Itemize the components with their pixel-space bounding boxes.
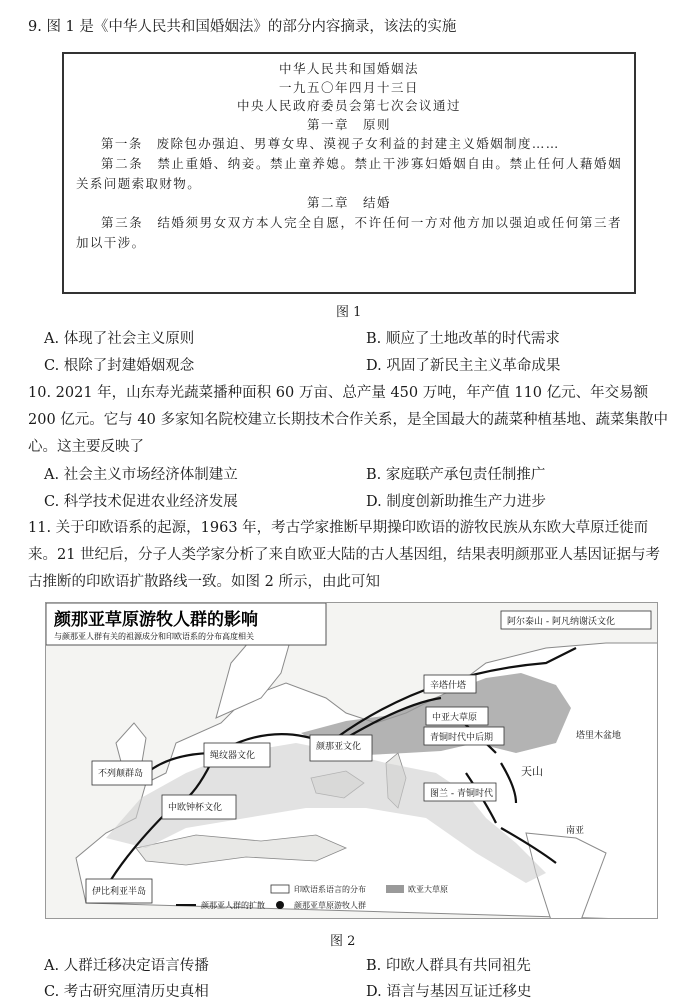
law-chapter-2: 第二章 结婚 xyxy=(306,195,391,210)
q10-option-a[interactable]: A. 社会主义市场经济体制建立 xyxy=(44,467,238,483)
map-svg xyxy=(46,603,658,919)
legend-swatch-yamnaya xyxy=(276,901,284,909)
map-subtitle: 与颜那亚人群有关的祖源成分和印欧语系的分布高度相关 xyxy=(54,632,254,641)
law-article-2: 第二条 禁止重婚、纳妾。禁止童养媳。禁止干涉寡妇婚姻自由。禁止任何人藉婚姻关系问题索取财物。 xyxy=(76,156,622,191)
label-afanasievo: 阿尔泰山 - 阿凡纳谢沃文化 xyxy=(507,617,615,627)
legend-yamnaya: 颜那亚草原游牧人群 xyxy=(294,901,366,910)
q11-option-d[interactable]: D. 语言与基因互证迁移史 xyxy=(366,984,532,1000)
q11-option-a[interactable]: A. 人群迁移决定语言传播 xyxy=(44,958,209,974)
law-date: 一九五〇年四月十三日 xyxy=(278,79,419,95)
q11-option-c[interactable]: C. 考古研究厘清历史真相 xyxy=(44,984,209,1000)
label-south-asia: 南亚 xyxy=(566,826,585,836)
label-central: 中欧钟杯文化 xyxy=(168,803,223,813)
marriage-law-excerpt-box xyxy=(62,52,636,294)
q9-option-d[interactable]: D. 巩固了新民主主义革命成果 xyxy=(366,358,561,374)
q11-option-b[interactable]: B. 印欧人群具有共同祖先 xyxy=(366,958,531,974)
question-10-stem: 10. 2021 年，山东寿光蔬菜播种面积 60 万亩、总产量 450 万吨，年产值 110 亿元、年交易额 200 亿元。它与 40 多家知名院校建立长期技术合作关系，是全国最大的蔬菜种植基地、蔬菜集散中心。这主要反映了 xyxy=(28,385,668,455)
law-article-1: 第一条 废除包办强迫、男尊女卑、漠视子女利益的封建主义婚姻制度…… xyxy=(101,136,560,151)
label-iberia: 伊比利亚半岛 xyxy=(92,887,147,897)
q9-option-a[interactable]: A. 体现了社会主义原则 xyxy=(44,331,195,347)
question-11-stem: 11. 关于印欧语系的起源，1963 年，考古学家推断早期操印欧语的游牧民族从东欧大草原迁徙而来。21 世纪后，分子人类学家分析了来自欧亚大陆的古人基因组，结果表明颜那亚人基因证据与考古推断的印欧语扩散路线一致。如图 2 所示，由此可知 xyxy=(28,520,661,590)
q9-option-c[interactable]: C. 根除了封建婚姻观念 xyxy=(44,358,195,374)
label-tianshan: 天山 xyxy=(521,765,543,778)
legend-spread: 颜那亚人群的扩散 xyxy=(201,901,265,910)
label-bronze: 青铜时代中后期 xyxy=(430,733,494,743)
figure-2-caption: 图 2 xyxy=(330,934,356,949)
figure-2-migration-map xyxy=(45,602,658,919)
label-turan: 图兰 - 青铜时代 xyxy=(430,789,493,799)
label-sintashta: 辛塔什塔 xyxy=(430,681,467,691)
label-tarim: 塔里木盆地 xyxy=(576,731,622,741)
law-title: 中华人民共和国婚姻法 xyxy=(278,61,419,76)
q10-option-b[interactable]: B. 家庭联产承包责任制推广 xyxy=(366,467,546,483)
q9-option-b[interactable]: B. 顺应了土地改革的时代需求 xyxy=(366,331,560,347)
question-9-stem: 9. 图 1 是《中华人民共和国婚姻法》的部分内容摘录，该法的实施 xyxy=(28,19,457,35)
q10-option-c[interactable]: C. 科学技术促进农业经济发展 xyxy=(44,494,238,510)
legend-distribution: 印欧语系语言的分布 xyxy=(294,885,366,894)
legend-steppe: 欧亚大草原 xyxy=(408,885,448,894)
label-british: 不列颠群岛 xyxy=(98,769,144,779)
label-yamnaya: 颜那亚文化 xyxy=(316,742,362,752)
law-passed-note: 中央人民政府委员会第七次会议通过 xyxy=(236,98,461,113)
label-corded: 绳纹器文化 xyxy=(210,751,256,761)
q10-option-d[interactable]: D. 制度创新助推生产力进步 xyxy=(366,494,546,510)
map-title: 颜那亚草原游牧人群的影响 xyxy=(54,610,258,630)
legend-swatch-steppe xyxy=(386,885,404,893)
label-andronovo: 中亚大草原 xyxy=(432,713,478,723)
law-chapter-1: 第一章 原则 xyxy=(306,116,391,132)
law-article-3: 第三条 结婚须男女双方本人完全自愿，不许任何一方对他方加以强迫或任何第三者加以干涉。 xyxy=(76,214,622,250)
figure-1-caption: 图 1 xyxy=(336,305,362,320)
legend-swatch-distribution xyxy=(271,885,289,893)
